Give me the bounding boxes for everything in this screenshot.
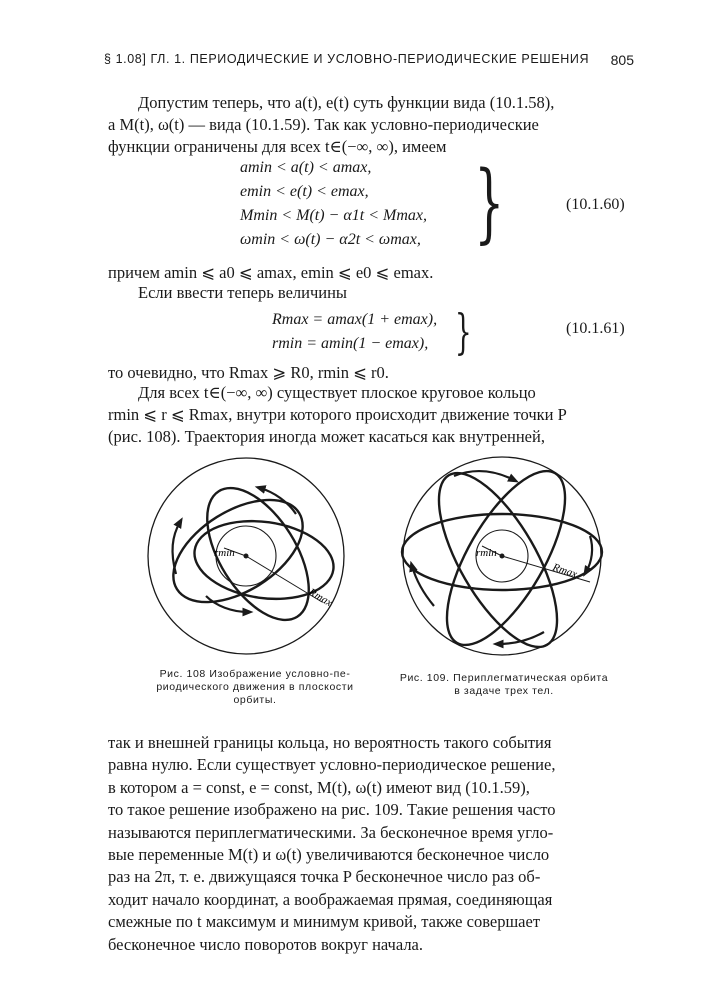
paragraph-line: rmin ⩽ r ⩽ Rmax, внутри которого происходит движение точки P [108, 405, 567, 424]
paragraph-4 [108, 362, 630, 384]
header-title: § 1.08] ГЛ. 1. ПЕРИОДИЧЕСКИЕ И УСЛОВНО-ПЕРИОДИЧЕСКИЕ РЕШЕНИЯ [104, 52, 590, 66]
paragraph-line: вые переменные M(t) и ω(t) увеличиваются бесконечное число [108, 845, 550, 865]
equation-10-1-61 [272, 308, 437, 356]
paragraph-1 [108, 92, 630, 158]
paragraph-2 [108, 262, 630, 284]
paragraph-6 [108, 732, 630, 956]
paragraph-line: в котором a = const, e = const, M(t), ω(t) имеют вид (10.1.59), [108, 777, 530, 797]
paragraph-line: бесконечное число поворотов вокруг начала. [108, 934, 424, 954]
figure-108-caption [150, 668, 360, 707]
paragraph-line: смежные по t максимум и минимум кривой, также совершает [108, 912, 541, 932]
equation-line: ωmin < ω(t) − α2t < ωmax, [240, 231, 421, 248]
trajectory-arrow [586, 536, 592, 572]
equation-line: rmin = amin(1 − emax), [272, 335, 429, 352]
rmin-label: rmin [214, 547, 235, 559]
figure-109 [394, 456, 610, 656]
page-number: 805 [610, 52, 634, 68]
paragraph-3 [108, 282, 660, 304]
caption-line: орбиты. [233, 694, 277, 706]
equation-number: (10.1.61) [566, 320, 625, 337]
paragraph-line: причем amin ⩽ a0 ⩽ amax, emin ⩽ e0 ⩽ emax. [108, 263, 434, 282]
equation-number: (10.1.60) [566, 196, 625, 213]
paragraph-line: Если ввести теперь величины [138, 283, 348, 302]
paragraph-5 [108, 382, 630, 448]
trajectory-arrow [498, 632, 544, 644]
equation-10-1-60 [240, 156, 427, 252]
caption-line: риодического движения в плоскости [156, 681, 354, 693]
figure-108 [146, 456, 346, 656]
paragraph-line: ходит начало координат, а воображаемая прямая, соединяющая [108, 889, 553, 909]
equation-line: Rmax = amax(1 + emax), [272, 311, 438, 328]
paragraph-line: так и внешней границы кольца, но вероятность такого события [108, 733, 552, 752]
rmax-label: Rmax [551, 561, 579, 581]
orbit-loop [187, 471, 330, 637]
running-header [104, 52, 634, 68]
orbit-loop [416, 456, 580, 656]
paragraph-line: равна нулю. Если существует условно-периодическое решение, [108, 755, 556, 775]
caption-line: в задаче трех тел. [454, 685, 554, 697]
paragraph-line: называются периплегматическими. За бесконечное время угло- [108, 822, 554, 842]
paragraph-line: Допустим теперь, что a(t), e(t) суть функции вида (10.1.58), [138, 93, 555, 112]
paragraph-line: то такое решение изображено на рис. 109. Такие решения часто [108, 800, 556, 820]
caption-line: Рис. 109. Периплегматическая орбита [399, 672, 609, 684]
equation-line: Mmin < M(t) − α1t < Mmax, [240, 207, 427, 224]
orbit-loop [156, 479, 321, 623]
equation-line: emin < e(t) < emax, [240, 183, 369, 200]
paragraph-line: функции ограничены для всех t∈(−∞, ∞), имеем [108, 137, 447, 156]
paragraph-line: раз на 2π, т. е. движущаяся точка P бесконечное число раз об- [108, 867, 541, 887]
trajectory-arrow [454, 471, 514, 480]
rmin-label: rmin [476, 547, 497, 559]
paragraph-line: то очевидно, что Rmax ⩾ R0, rmin ⩽ r0. [108, 363, 389, 382]
brace-10-1-60: } [474, 153, 505, 253]
equation-line: amin < a(t) < amax, [240, 159, 372, 176]
figure-109-caption [394, 672, 614, 698]
trajectory-arrow [173, 522, 180, 574]
rmax-label: Rmax [306, 586, 335, 610]
paragraph-line: (рис. 108). Траектория иногда может касаться как внутренней, [108, 427, 545, 446]
orbit-loop [424, 456, 588, 656]
brace-10-1-61: } [454, 304, 472, 360]
paragraph-line: Для всех t∈(−∞, ∞) существует плоское круговое кольцо [138, 383, 536, 402]
caption-line: Рис. 108 Изображение условно-пе- [159, 668, 351, 680]
paragraph-line: а M(t), ω(t) — вида (10.1.59). Так как условно-периодические [108, 115, 539, 134]
